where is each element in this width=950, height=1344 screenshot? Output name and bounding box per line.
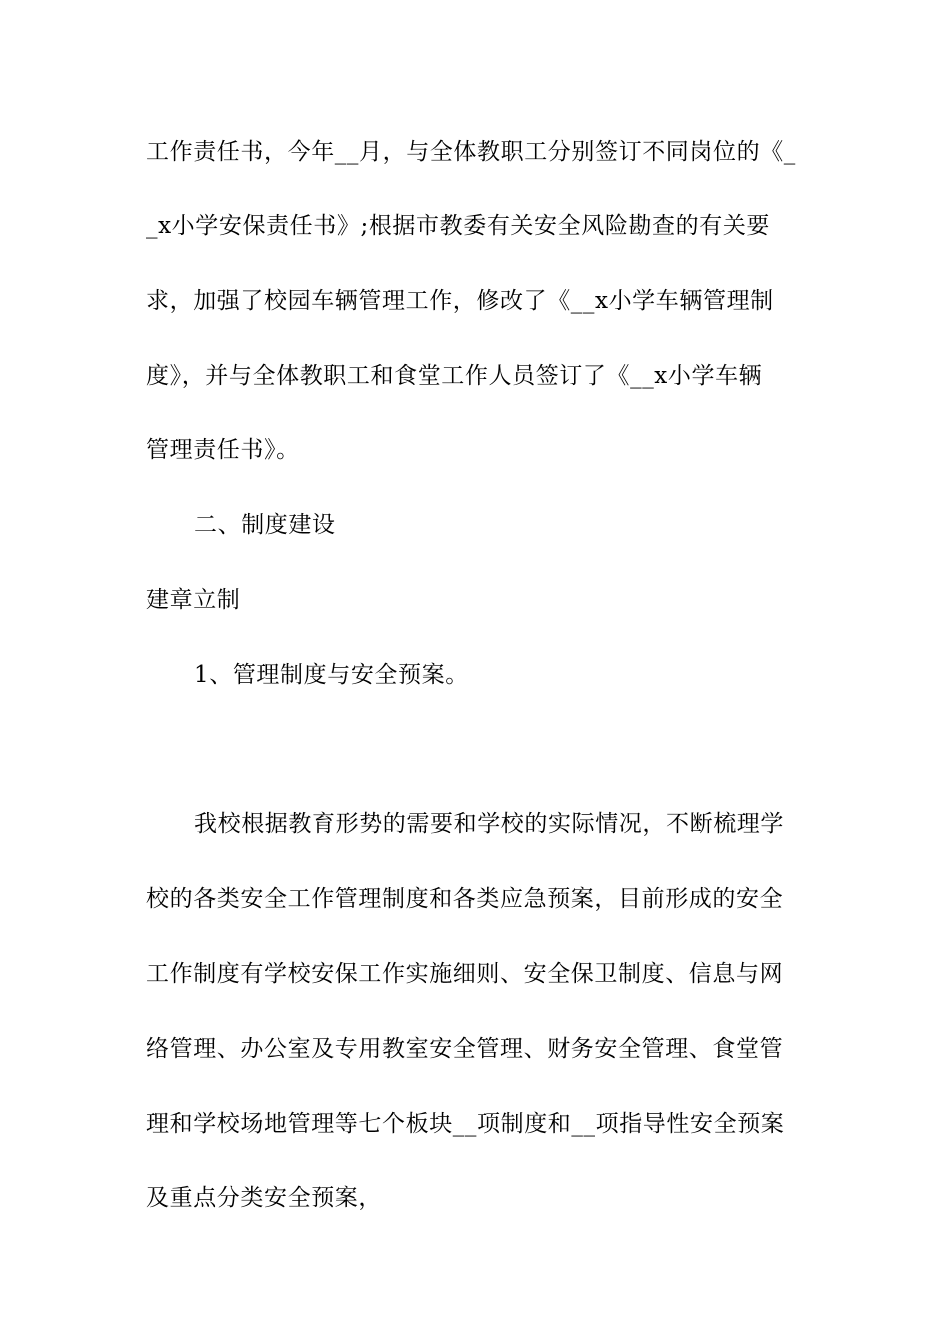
paragraph-1-line-1: 工作责任书，今年__月，与全体教职工分别签订不同岗位的《_ [146, 139, 796, 165]
paragraph-2-line-2: 校的各类安全工作管理制度和各类应急预案，目前形成的安全 [146, 886, 784, 912]
section-heading: 二、制度建设 [194, 512, 336, 538]
paragraph-2-line-4: 络管理、办公室及专用教室安全管理、财务安全管理、食堂管 [146, 1036, 784, 1062]
paragraph-1-line-4: 度》，并与全体教职工和食堂工作人员签订了《__x小学车辆 [146, 363, 763, 389]
sub-heading: 建章立制 [146, 587, 241, 613]
paragraph-1-line-2: _x小学安保责任书》;根据市教委有关安全风险勘查的有关要 [146, 213, 771, 239]
paragraph-2-line-5: 理和学校场地管理等七个板块__项制度和__项指导性安全预案 [146, 1111, 785, 1137]
paragraph-2-line-3: 工作制度有学校安保工作实施细则、安全保卫制度、信息与网 [146, 961, 784, 987]
paragraph-1-line-5: 管理责任书》。 [146, 437, 300, 463]
paragraph-2-line-1: 我校根据教育形势的需要和学校的实际情况，不断梳理学 [194, 811, 784, 837]
paragraph-2-line-6: 及重点分类安全预案， [146, 1185, 382, 1211]
paragraph-1-line-3: 求，加强了校园车辆管理工作，修改了《__x小学车辆管理制 [146, 288, 774, 314]
item-heading: 1、管理制度与安全预案。 [194, 662, 469, 688]
